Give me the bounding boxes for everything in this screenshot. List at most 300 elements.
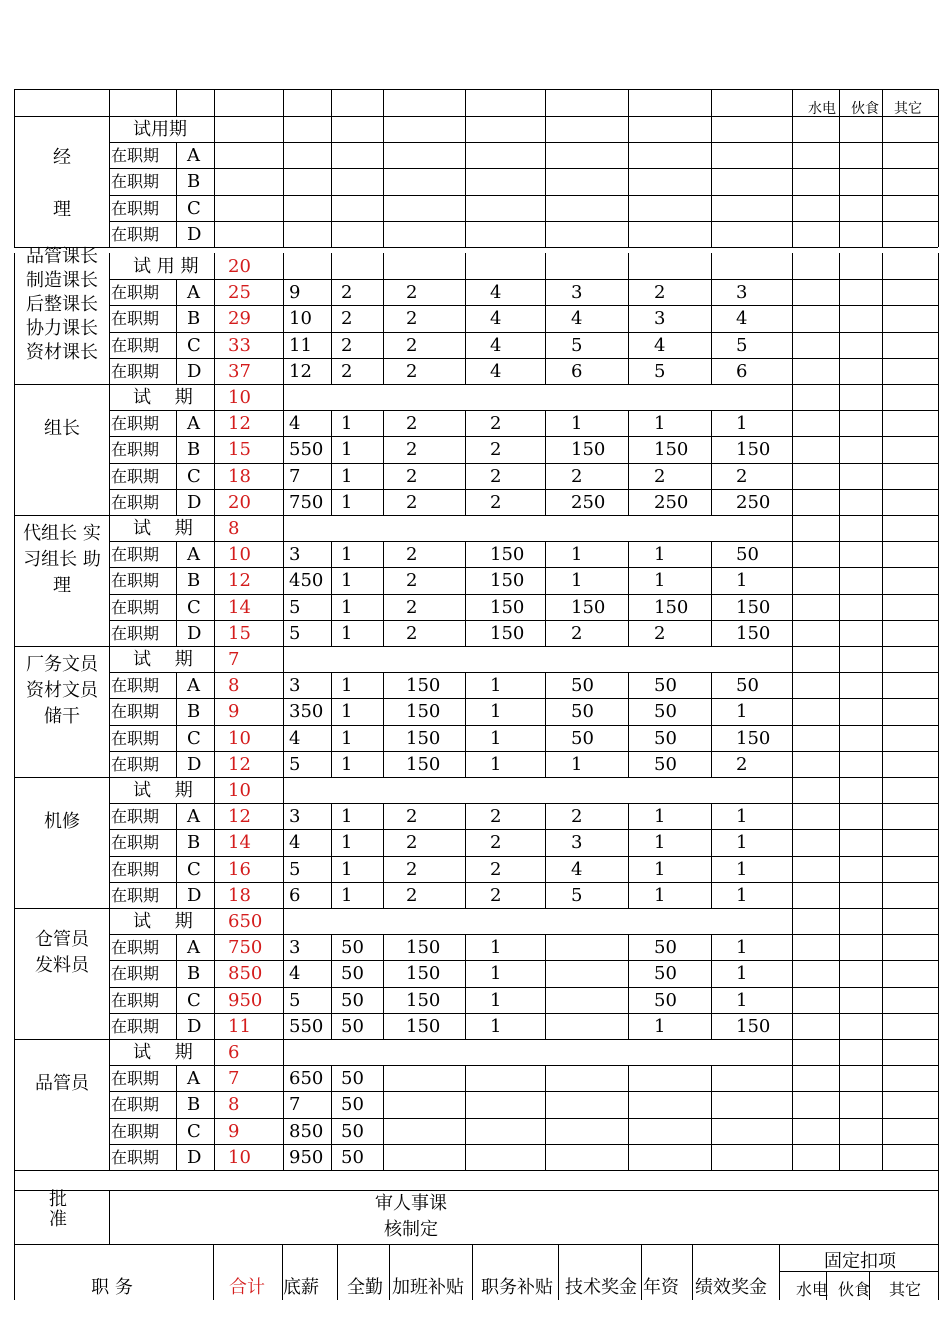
footer-col-line: [337, 1244, 338, 1300]
col-line: [711, 1065, 712, 1170]
row-value: 4: [654, 334, 666, 356]
row-status: 在职期: [111, 807, 160, 827]
separator-line: [14, 1190, 938, 1191]
deduction-col-line: [792, 1039, 793, 1170]
row-status: 在职期: [111, 440, 160, 460]
row-value: 1: [736, 806, 748, 828]
row-total: 29: [228, 308, 251, 330]
header-col-line: [176, 89, 177, 116]
col-line: [711, 116, 712, 142]
col-line: [465, 541, 466, 646]
row-total: 850: [228, 963, 263, 985]
group-left-border: [14, 253, 15, 384]
row-value: 150: [490, 622, 525, 644]
row-value: 1: [341, 858, 353, 880]
col-line: [383, 116, 384, 142]
row-value: 2: [490, 465, 502, 487]
row-status: 在职期: [111, 283, 160, 303]
deduction-col-line: [839, 777, 840, 908]
col-line: [628, 803, 629, 908]
col-line: [465, 116, 466, 142]
col-line: [214, 908, 215, 934]
row-value: 50: [341, 937, 364, 959]
trial-total: 650: [228, 911, 263, 932]
group-title-divider: [109, 515, 110, 646]
row-value: 2: [406, 439, 418, 461]
row-total: 20: [228, 491, 251, 513]
row-total: 7: [228, 1068, 240, 1090]
row-value: 2: [571, 622, 583, 644]
group-right-border: [938, 515, 939, 646]
group-title-divider: [109, 777, 110, 908]
row-value: 150: [571, 439, 606, 461]
row-value: 50: [736, 675, 759, 697]
col-line: [545, 279, 546, 384]
group-right-border: [938, 116, 939, 247]
footer-food: 伙食: [838, 1280, 871, 1299]
row-value: 50: [341, 1068, 364, 1090]
col-line: [711, 410, 712, 515]
row-value: 2: [406, 334, 418, 356]
row-line: [109, 934, 938, 935]
header-col-line: [711, 89, 712, 116]
group-title: 品管员: [35, 1072, 89, 1094]
row-total: 14: [228, 832, 251, 854]
col-line: [383, 410, 384, 515]
col-line: [465, 279, 466, 384]
group-left-border: [14, 646, 15, 777]
row-value: 50: [654, 727, 677, 749]
group-title: 组长: [44, 417, 80, 439]
row-value: 5: [289, 753, 301, 775]
row-value: 4: [289, 413, 301, 435]
row-value: 5: [289, 989, 301, 1011]
col-line: [628, 410, 629, 515]
row-total: 14: [228, 596, 251, 618]
col-line: [214, 777, 215, 803]
row-value: 5: [571, 884, 583, 906]
row-value: 1: [341, 675, 353, 697]
col-line: [283, 253, 284, 279]
row-grade: D: [187, 491, 202, 513]
row-line: [109, 882, 938, 883]
col-line: [214, 1039, 215, 1065]
col-line: [465, 253, 466, 279]
row-grade: B: [187, 439, 201, 461]
col-line: [214, 410, 215, 515]
row-total: 10: [228, 1146, 251, 1168]
row-value: 2: [654, 622, 666, 644]
row-value: 11: [289, 334, 312, 356]
row-value: 3: [571, 832, 583, 854]
group-right-border: [938, 908, 939, 1039]
group-left-border: [14, 777, 15, 908]
row-grade: C: [187, 858, 201, 880]
footer-tech: 技术奖金: [565, 1277, 637, 1298]
footer-col-line: [213, 1244, 214, 1300]
trial-label: 试 用 期: [133, 256, 199, 277]
col-line: [383, 541, 384, 646]
row-value: 1: [341, 570, 353, 592]
row-value: 150: [406, 701, 441, 723]
row-status: 在职期: [111, 885, 160, 905]
row-value: 2: [654, 465, 666, 487]
row-status: 在职期: [111, 571, 160, 591]
row-line: [109, 168, 938, 169]
row-total: 12: [228, 570, 251, 592]
group-title-divider: [109, 253, 110, 384]
col-line: [331, 142, 332, 247]
col-line: [283, 515, 284, 541]
row-value: 650: [289, 1068, 324, 1090]
row-value: 1: [490, 753, 502, 775]
footer-top-border: [14, 1244, 938, 1245]
row-status: 在职期: [111, 224, 160, 244]
col-line: [465, 142, 466, 247]
row-value: 50: [571, 701, 594, 723]
row-value: 150: [654, 596, 689, 618]
row-grade: A: [187, 675, 200, 697]
group-bottom-border: [14, 908, 938, 909]
col-line: [628, 279, 629, 384]
row-value: 5: [736, 334, 748, 356]
row-line: [109, 305, 938, 306]
col-line: [545, 142, 546, 247]
row-value: 4: [490, 308, 502, 330]
col-line: [176, 934, 177, 1039]
deduction-col-line: [792, 116, 793, 247]
row-status: 在职期: [111, 172, 160, 192]
footer-other: 其它: [889, 1280, 922, 1299]
row-total: 15: [228, 622, 251, 644]
group-right-border: [938, 384, 939, 515]
row-grade: A: [187, 413, 200, 435]
row-grade: C: [187, 334, 201, 356]
footer-performance: 绩效奖金: [695, 1277, 767, 1298]
col-line: [711, 253, 712, 279]
col-line: [283, 1039, 284, 1065]
row-grade: B: [187, 832, 201, 854]
col-line: [628, 934, 629, 1039]
row-grade: B: [187, 171, 201, 193]
row-total: 9: [228, 701, 240, 723]
row-value: 350: [289, 701, 324, 723]
row-line: [109, 987, 938, 988]
row-value: 50: [571, 727, 594, 749]
row-line: [109, 1091, 938, 1092]
row-grade: D: [187, 223, 202, 245]
deduction-col-line: [792, 515, 793, 646]
row-value: 1: [341, 832, 353, 854]
row-value: 50: [654, 701, 677, 723]
row-value: 2: [406, 570, 418, 592]
row-value: 150: [406, 937, 441, 959]
col-line: [628, 1065, 629, 1170]
row-value: 1: [490, 963, 502, 985]
col-line: [628, 541, 629, 646]
group-title: 厂务文员 资材文员 储干: [26, 653, 98, 727]
row-value: 550: [289, 439, 324, 461]
deduction-col-line: [839, 253, 840, 384]
row-value: 1: [341, 727, 353, 749]
row-total: 15: [228, 439, 251, 461]
col-line: [545, 410, 546, 515]
group-bottom-border: [14, 646, 938, 647]
row-status: 在职期: [111, 964, 160, 984]
row-value: 2: [406, 360, 418, 382]
row-value: 2: [571, 465, 583, 487]
row-value: 150: [406, 963, 441, 985]
row-value: 1: [736, 963, 748, 985]
row-value: 2: [490, 832, 502, 854]
trial-total: 7: [228, 649, 240, 670]
col-line: [283, 410, 284, 515]
footer-col-line: [472, 1244, 473, 1300]
trial-label: 试 期: [133, 1042, 193, 1063]
col-line: [214, 646, 215, 672]
row-value: 2: [490, 858, 502, 880]
col-line: [465, 1065, 466, 1170]
trial-label: 试 期: [133, 649, 193, 670]
row-value: 150: [406, 675, 441, 697]
group-title-divider: [109, 908, 110, 1039]
row-value: 150: [736, 1015, 771, 1037]
row-status: 在职期: [111, 990, 160, 1010]
col-line: [545, 934, 546, 1039]
row-value: 6: [736, 360, 748, 382]
row-status: 在职期: [111, 859, 160, 879]
col-line: [283, 1065, 284, 1170]
row-value: 1: [571, 570, 583, 592]
row-value: 150: [490, 596, 525, 618]
footer-duty: 职务补贴: [481, 1277, 553, 1298]
trial-total: 20: [228, 256, 251, 277]
row-value: 5: [289, 622, 301, 644]
row-value: 4: [289, 727, 301, 749]
row-value: 150: [406, 989, 441, 1011]
row-line: [109, 1065, 938, 1066]
col-line: [465, 803, 466, 908]
row-value: 1: [341, 544, 353, 566]
row-grade: A: [187, 544, 200, 566]
row-status: 在职期: [111, 623, 160, 643]
header-col-line: [283, 89, 284, 116]
row-value: 450: [289, 570, 324, 592]
row-grade: A: [187, 937, 200, 959]
row-value: 7: [289, 465, 301, 487]
row-value: 3: [571, 282, 583, 304]
col-line: [176, 142, 177, 247]
row-value: 50: [654, 963, 677, 985]
col-line: [331, 410, 332, 515]
footer-col-line: [692, 1244, 693, 1300]
header-water: 水电: [808, 101, 836, 117]
row-value: 2: [406, 491, 418, 513]
row-value: 1: [571, 544, 583, 566]
row-value: 5: [289, 858, 301, 880]
row-value: 2: [406, 858, 418, 880]
row-line: [109, 803, 938, 804]
row-value: 850: [289, 1120, 324, 1142]
row-status: 在职期: [111, 335, 160, 355]
trial-label: 试用期: [133, 119, 187, 140]
row-value: 250: [736, 491, 771, 513]
row-value: 1: [341, 753, 353, 775]
row-value: 50: [341, 1015, 364, 1037]
row-value: 5: [571, 334, 583, 356]
row-grade: C: [187, 197, 201, 219]
row-value: 2: [341, 282, 353, 304]
col-line: [628, 116, 629, 142]
deduction-col-line: [839, 384, 840, 515]
header-col-line: [545, 89, 546, 116]
col-line: [331, 672, 332, 777]
header-col-line: [882, 89, 883, 116]
row-grade: D: [187, 753, 202, 775]
footer-water: 水电: [796, 1280, 829, 1299]
deduction-col-line: [792, 384, 793, 515]
row-value: 6: [571, 360, 583, 382]
col-line: [711, 934, 712, 1039]
deduction-col-line: [882, 908, 883, 1039]
row-value: 50: [341, 963, 364, 985]
row-grade: D: [187, 360, 202, 382]
row-value: 4: [571, 308, 583, 330]
row-value: 3: [289, 544, 301, 566]
footer-col-line: [779, 1244, 780, 1300]
trial-label: 试 期: [133, 387, 193, 408]
row-value: 950: [289, 1146, 324, 1168]
deduction-col-line: [792, 777, 793, 908]
row-value: 50: [341, 1120, 364, 1142]
group-title-divider: [109, 384, 110, 515]
row-status: 在职期: [111, 1016, 160, 1036]
row-value: 1: [736, 937, 748, 959]
row-grade: C: [187, 989, 201, 1011]
row-value: 3: [736, 282, 748, 304]
deduction-col-line: [882, 515, 883, 646]
deduction-col-line: [839, 908, 840, 1039]
header-col-line: [465, 89, 466, 116]
table-left-border: [14, 1170, 15, 1244]
col-line: [214, 279, 215, 384]
row-value: 2: [406, 413, 418, 435]
row-line: [109, 332, 938, 333]
row-value: 2: [406, 308, 418, 330]
deduction-col-line: [839, 116, 840, 247]
row-value: 4: [736, 308, 748, 330]
row-status: 在职期: [111, 361, 160, 381]
row-value: 50: [654, 989, 677, 1011]
deduction-col-line: [839, 515, 840, 646]
col-line: [283, 672, 284, 777]
row-line: [109, 221, 938, 222]
row-value: 3: [654, 308, 666, 330]
row-value: 2: [490, 413, 502, 435]
group-bottom-border: [14, 777, 938, 778]
row-value: 2: [341, 360, 353, 382]
col-line: [465, 672, 466, 777]
row-value: 4: [289, 832, 301, 854]
row-value: 150: [736, 622, 771, 644]
col-line: [331, 934, 332, 1039]
deduction-col-line: [882, 777, 883, 908]
col-line: [214, 934, 215, 1039]
table-top-border: [14, 89, 938, 90]
row-line: [109, 463, 938, 464]
row-status: 在职期: [111, 1069, 160, 1089]
col-line: [283, 142, 284, 247]
header-col-line: [383, 89, 384, 116]
header-col-line: [214, 89, 215, 116]
row-grade: A: [187, 806, 200, 828]
header-col-line: [331, 89, 332, 116]
group-left-border: [14, 515, 15, 646]
col-line: [214, 1065, 215, 1170]
row-value: 1: [341, 465, 353, 487]
footer-position: 职 务: [91, 1277, 133, 1298]
row-value: 4: [490, 360, 502, 382]
row-grade: B: [187, 308, 201, 330]
row-line: [109, 279, 938, 280]
row-value: 4: [490, 282, 502, 304]
group-title: 代组长 实 习组长 助 理: [23, 522, 101, 596]
col-line: [628, 142, 629, 247]
row-status: 在职期: [111, 466, 160, 486]
col-line: [383, 934, 384, 1039]
row-value: 2: [406, 282, 418, 304]
row-grade: A: [187, 145, 200, 167]
row-line: [109, 960, 938, 961]
row-value: 5: [289, 596, 301, 618]
row-total: 12: [228, 753, 251, 775]
row-value: 1: [490, 1015, 502, 1037]
col-line: [331, 803, 332, 908]
row-value: 50: [654, 753, 677, 775]
col-line: [545, 803, 546, 908]
row-value: 50: [341, 989, 364, 1011]
group-bottom-border: [14, 247, 938, 248]
deduction-col-line: [792, 908, 793, 1039]
row-value: 2: [571, 806, 583, 828]
row-total: 25: [228, 282, 251, 304]
row-total: 18: [228, 884, 251, 906]
row-value: 150: [406, 727, 441, 749]
deduction-col-line: [839, 646, 840, 777]
col-line: [283, 541, 284, 646]
col-line: [176, 541, 177, 646]
deduction-col-line: [882, 646, 883, 777]
row-value: 4: [289, 963, 301, 985]
row-total: 11: [228, 1015, 251, 1037]
row-value: 750: [289, 491, 324, 513]
col-line: [711, 803, 712, 908]
row-status: 在职期: [111, 1095, 160, 1115]
row-grade: A: [187, 1068, 200, 1090]
trial-total: 6: [228, 1042, 240, 1063]
deduction-col-line: [792, 253, 793, 384]
col-line: [331, 116, 332, 142]
trial-total: 10: [228, 780, 251, 801]
row-value: 150: [490, 544, 525, 566]
row-value: 1: [654, 544, 666, 566]
col-line: [214, 142, 215, 247]
col-line: [383, 279, 384, 384]
row-line: [109, 410, 938, 411]
group-left-border: [14, 384, 15, 515]
group-title: 仓管员 发料员: [35, 928, 89, 976]
row-value: 50: [654, 937, 677, 959]
